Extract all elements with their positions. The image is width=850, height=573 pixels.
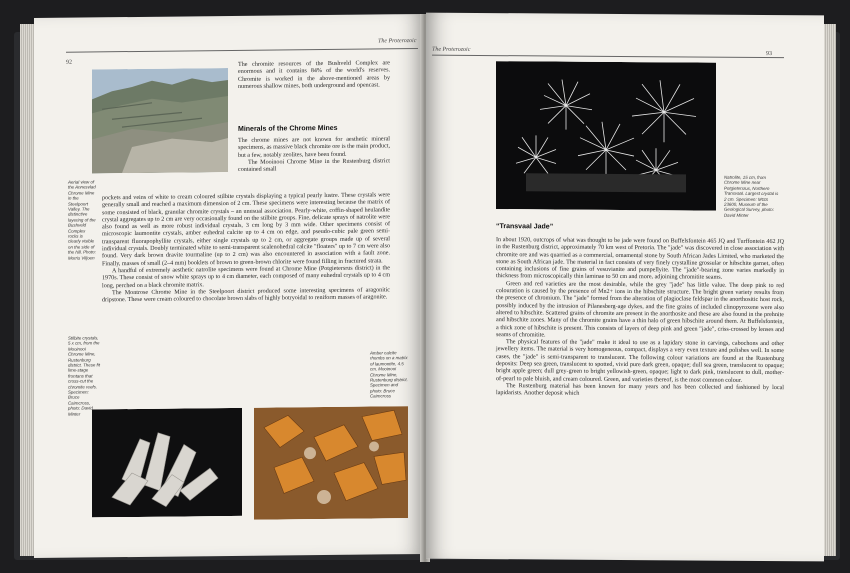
- page-number: 93: [766, 50, 772, 58]
- caption-natrolite: Natrolite, 15 cm, from Chrome Mine near Potgietersrus, Northern Transvaal. Largest crystal is 2 cm. Specimen: MGS 23600, Museum of the Geological Survey, photo: David Minter: [724, 174, 779, 218]
- stilbite-photo: [92, 408, 242, 518]
- header-rule: [432, 55, 784, 58]
- header-rule: [66, 48, 418, 53]
- caption-stilbite: Stilbite crystals, 5 x cm, from the Mooinooi Chrome Mine, Rustenburg district. These fit lime-stage frontans that cross-cut the chromite reefs. Specimen: Bruce Cairncross, photo: David Minter: [68, 335, 100, 417]
- page-edges-left: [20, 24, 34, 556]
- body-text-1: The chrome mines are not known for aesthetic mineral specimens, as massive black chromite ore is the main product, but a few, notably zeolites, have been found. The Mooinooi Chrome Mine in the Rustenburg district contained small: [238, 136, 390, 174]
- running-head: The Proterozoic: [378, 38, 417, 45]
- page-number: 92: [66, 59, 72, 66]
- caption-aerial: Aerial view of the Annesvlad Chrome Mine in the Steelpoort Valley. The distinctive layering of the Bushveld Complex rocks is clearly visible on the side of the hill. Photo: Morris Viljoen: [68, 179, 96, 261]
- section-heading: Minerals of the Chrome Mines: [238, 124, 338, 133]
- right-page: [426, 13, 824, 562]
- page-edges-right: [822, 24, 836, 556]
- natrolite-photo: [496, 61, 716, 211]
- running-head: The Proterozoic: [432, 46, 471, 53]
- caption-calcite: Amber calcite rhombs on a matrix of laumontite, 4.5 cm. Mooinooi Chrome Mine, Rustenburg district. Specimen and photo: Bruce Cairncross: [370, 350, 408, 399]
- section-heading: “Transvaal Jade”: [496, 223, 554, 231]
- aerial-photo: [92, 68, 228, 173]
- calcite-photo: [254, 406, 408, 520]
- body-text-2: pockets and veins of white to cream coloured stilbite crystals displaying a typical pearly lustre. These crystals were generally small and reached a maximum dimension of 2 cm. These specimens were interesting because the matrix of some consisted of black, granular chromite crystals – an unusual association. Pearly-white, coffin-shaped heulandite crystal aggregates up to 2 cm are very occasionally found on the stilbite groups. Fine, delicate sprays of natrolite were also found as well as more robust individual crystals, 3 cm long by 3 mm wide. Other specimens consist of microscopic laumontite crystals, amber euhedral calcite up to 4 cm on edge, and pseudo-cubic pale green semi-transparent fluorapophyllite crystals, either single crystals up to 2 cm, or aggregate groups made up of several individual crystals. Doubly terminated white to semi-transparent scalenohedral calcite "floaters" up to 7 cm were also found. Very dark brown dravite tourmaline (up to 2 cm) was also encountered in association with a fault zone. Finally, masses of small (2–4 mm) booklets of brown to green-brown chlorite were found filling in fractured strata. A handful of extremely aesthetic natrolite specimens were found at Chrome Mine (Potgietersrus district) in the 1970s. These consist of snow white sprays up to 4 cm diameter, each composed of many euhedral crystals up to 4 cm long, perched on a black chromite matrix. The Montrose Chrome Mine in the Steelpoort district produced some interesting specimens of aragonitic dripstone. These were cream coloured to chocolate brown slabs of highly botryoidal to reniform masses of aragonite.: [102, 192, 390, 304]
- body-text: In about 1920, outcrops of what was thought to be jade were found on Buffelsfontein 465 JQ and Turffontein 462 JQ in the Rustenburg district, approximately 70 km west of Pretoria. The "jade" was discovered in close association with chromite ore and was quarried as a commercial, ornamental stone by South African Jades Limited, who marketed the stone as South African jade. The material in fact consists of very finely crystalline grossular or hibschite garnet, often containing inclusions of fine grains of vesuvianite and pumpellyite. The "jade"-bearing zone varies markedly in thickness from microscopically thin laminae to 50 cm and more, adjoining chromitite seams. Green and red varieties are the most desirable, while the grey "jade" has little value. The deep pink to red colouration is caused by the presence of Mn2+ ions in the hibschite structure. The bright green variety results from the presence of chromium. The "jade" formed from the alteration of plagioclase feldspar in the anorthositic host rock, possibly induced by the intrusion of Pilanesberg-age dykes, and the fine grains of included clinopyroxene were also altered to hibschite. Scattered grains of chromite are present in the anorthosite and these are also found in the prehnite and hibschite zones. Many of the chromite grains have a thin halo of green hibschite around them. At Buffelsfontein, a thick zone of hibschite is present. This consists of layers of deep pink and green "jade", criss-crossed by lenses and seams of chromitite. The physical features of the "jade" make it ideal to use as a lapidary stone in carvings, cabochons and other jewellery items. The material is very homogeneous, compact, displays a very even texture and polishes well. In some cases, the "jade" is semi-transparent to translucent. The following colour variations are found at the Rustenburg deposits: Deep sea green, translucent to spotted, vivid pure dark green, opaque; dull sea green, translucent to opaque; bright apple green; dull grey-green to bright yellowish-green, opaque; light to dark pink, translucent to dull, mother-of-pearl to pale bluish, and cream coloured. Green, and varieties thereof, is the most common colour. The Rustenburg material has been known for many years and has been collected and fashioned by local lapidarists. Another deposit which: [496, 237, 784, 397]
- intro-text: The chromite resources of the Bushveld Complex are enormous and it contains 84% of the world's reserves. Chromite is worked in the above-mentioned areas by numerous shallow mines, both underground and opencast.: [238, 60, 390, 90]
- left-page: [34, 14, 424, 558]
